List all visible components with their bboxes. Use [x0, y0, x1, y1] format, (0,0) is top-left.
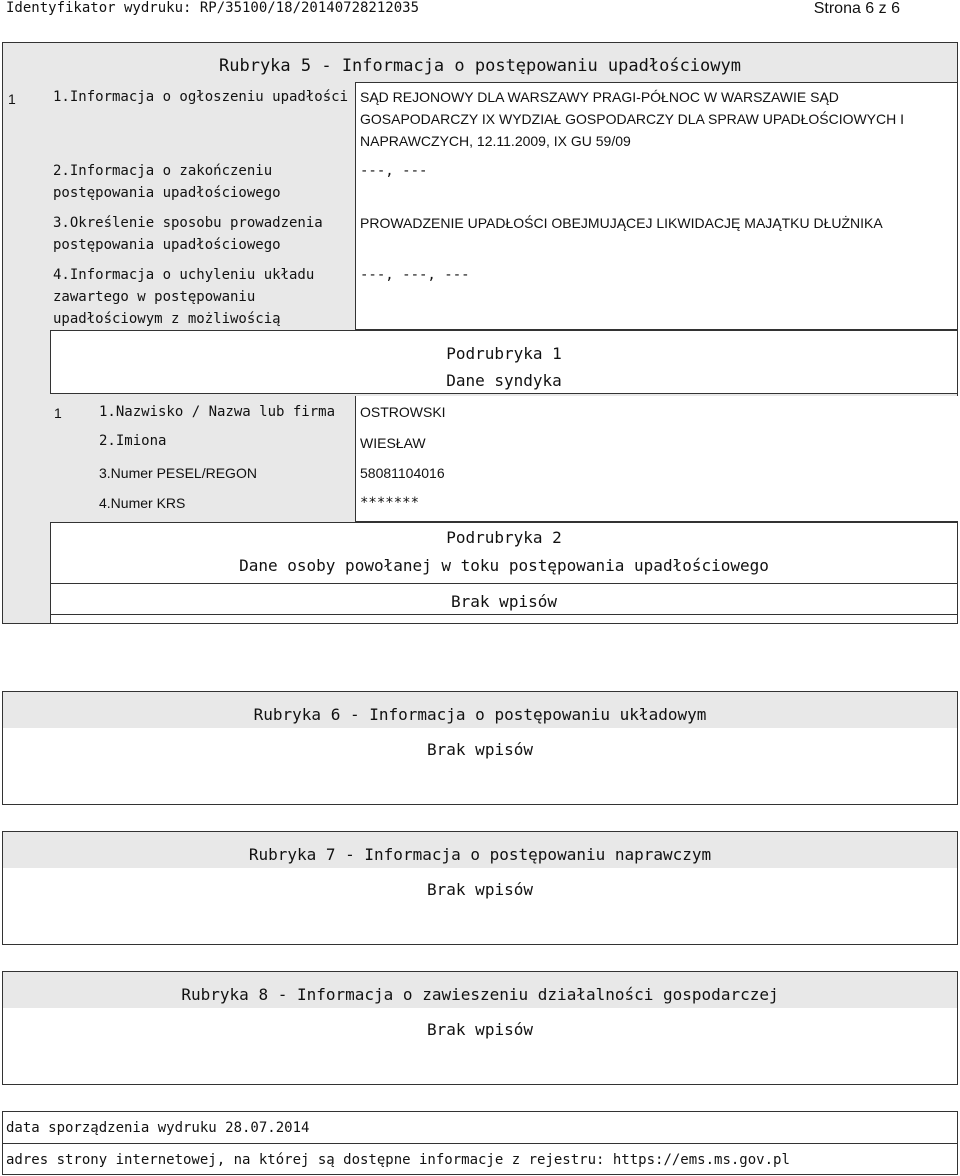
podrubryka-2-divider — [50, 583, 958, 584]
rubryka-8-title: Rubryka 8 - Informacja o zawieszeniu działalności gospodarczej — [181, 985, 779, 1004]
podrubryka-2-title: Podrubryka 2 — [446, 528, 562, 547]
row-value-ogloszenie: SĄD REJONOWY DLA WARSZAWY PRAGI-PÓŁNOC W WARSZAWIE SĄD GOSAPODARCZY IX WYDZIAŁ GOSPODARCZY DLA SPRAW UPADŁOŚCIOWYCH I NAPRAWCZYCH, 12.11.2009, IX GU 59/09 — [360, 89, 905, 149]
row-label-ogloszenie: 1.Informacja o ogłoszeniu upadłości — [53, 89, 349, 105]
podrubryka-1-subtitle: Dane syndyka — [446, 371, 562, 390]
rubryka-6-empty: Brak wpisów — [427, 740, 533, 759]
podrubryka-1-title: Podrubryka 1 — [446, 344, 562, 363]
footer-date: data sporządzenia wydruku 28.07.2014 — [6, 1120, 310, 1136]
podrubryka-1-row-number: 1 — [54, 405, 62, 421]
podrubryka-2-subtitle: Dane osoby powołanej w toku postępowania upadłościowego — [239, 556, 769, 575]
syndyk-label-nazwisko: 1.Nazwisko / Nazwa lub firma — [99, 404, 336, 420]
rubryka-8-empty: Brak wpisów — [427, 1020, 533, 1039]
syndyk-label-krs: 4.Numer KRS — [99, 495, 186, 511]
row-label-zakonczenie: 2.Informacja o zakończeniu postępowania upadłościowego — [53, 163, 281, 201]
row-value-uchylenie: ---, ---, --- — [360, 267, 470, 283]
footer-divider — [2, 1143, 958, 1144]
syndyk-value-pesel: 58081104016 — [360, 465, 445, 481]
row-label-uchylenie: 4.Informacja o uchyleniu układu zawartego w postępowaniu upadłościowym z możliwością — [53, 267, 315, 327]
rubryka-7-title: Rubryka 7 - Informacja o postępowaniu naprawczym — [248, 845, 712, 864]
footer-url: adres strony internetowej, na której są dostępne informacje z rejestru: https://ems.ms.gov.pl — [6, 1152, 790, 1168]
page-number: Strona 6 z 6 — [813, 0, 900, 17]
row-value-zakonczenie: ---, --- — [360, 163, 428, 179]
syndyk-value-imiona: WIESŁAW — [360, 435, 426, 451]
rubryka-5-title: Rubryka 5 - Informacja o postępowaniu upadłościowym — [219, 56, 741, 76]
rubryka-5-row-number: 1 — [8, 91, 16, 107]
print-header — [0, 0, 960, 18]
podrubryka-2-empty: Brak wpisów — [451, 592, 557, 611]
row-value-sposob: PROWADZENIE UPADŁOŚCI OBEJMUJĄCEJ LIKWIDACJĘ MAJĄTKU DŁUŻNIKA — [360, 215, 883, 231]
rubryka-6-title: Rubryka 6 - Informacja o postępowaniu układowym — [253, 705, 707, 724]
syndyk-label-pesel: 3.Numer PESEL/REGON — [99, 465, 257, 481]
print-identifier: Identyfikator wydruku: RP/35100/18/20140728212035 — [6, 0, 420, 16]
podrubryka-2-bottom-line — [50, 614, 958, 615]
syndyk-value-nazwisko: OSTROWSKI — [360, 404, 446, 420]
row-label-sposob: 3.Określenie sposobu prowadzenia postępowania upadłościowego — [53, 215, 323, 253]
syndyk-value-krs: ******* — [360, 495, 420, 511]
rubryka-7-empty: Brak wpisów — [427, 880, 533, 899]
syndyk-label-imiona: 2.Imiona — [99, 433, 167, 449]
